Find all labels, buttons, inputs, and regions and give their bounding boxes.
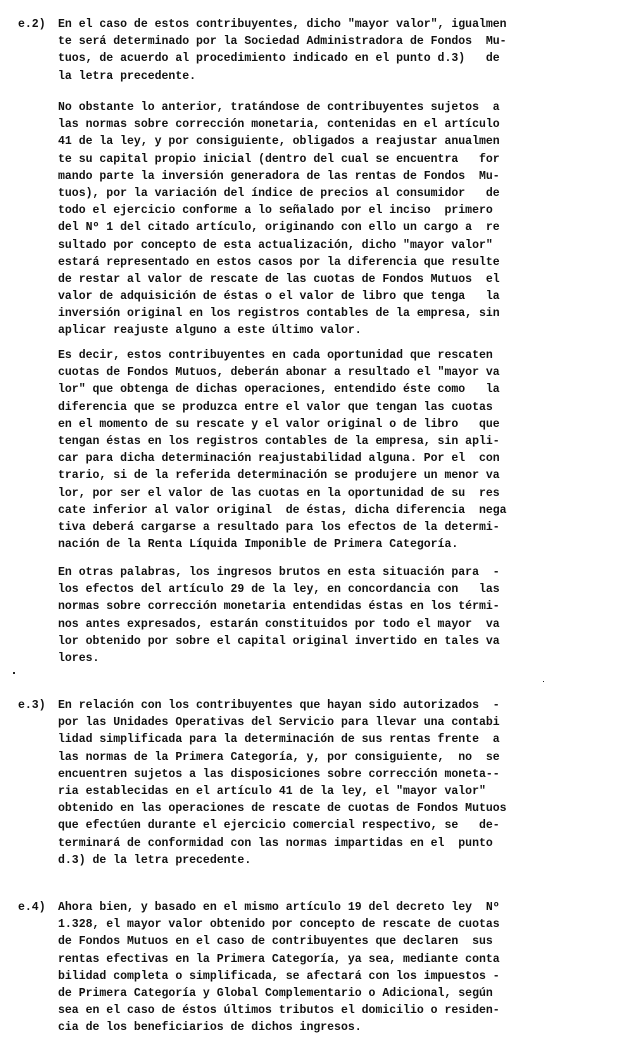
scan-speck bbox=[13, 672, 15, 674]
text-line: 41 de la ley, y por consiguiente, obligados a reajustar anualmen bbox=[58, 135, 500, 149]
text-line: sultado por concepto de esta actualización, dicho "mayor valor" bbox=[58, 238, 493, 252]
text-line: por las Unidades Operativas del Servicio para llevar una contabi bbox=[58, 716, 500, 730]
text-line: te su capital propio inicial (dentro del cual se encuentra for bbox=[58, 152, 500, 166]
section-label: e.4) bbox=[18, 901, 46, 914]
text-line: cate inferior al valor original de éstas, dicha diferencia nega bbox=[58, 503, 507, 517]
text-line: las normas de la Primera Categoría, y, por consiguiente, no se bbox=[58, 750, 500, 764]
text-line: ria establecidas en el artículo 41 de la ley, el "mayor valor" bbox=[58, 784, 486, 798]
text-line: En otras palabras, los ingresos brutos en esta situación para - bbox=[58, 566, 500, 579]
text-line: tiva deberá cargarse a resultado para los efectos de la determi- bbox=[58, 520, 500, 534]
text-line: los efectos del artículo 29 de la ley, en concordancia con las bbox=[58, 583, 500, 597]
text-line: nos antes expresados, estarán constituidos por todo el mayor va bbox=[58, 617, 500, 631]
text-line: Es decir, estos contribuyentes en cada oportunidad que rescaten bbox=[58, 349, 493, 362]
section-label: e.2) bbox=[18, 18, 46, 31]
text-line: diferencia que se produzca entre el valor que tengan las cuotas bbox=[58, 400, 493, 414]
text-line: sea en el caso de éstos últimos tributos el domicilio o residen- bbox=[58, 1004, 500, 1018]
text-line: las normas sobre corrección monetaria, contenidas en el artículo bbox=[58, 118, 500, 132]
text-line: bilidad completa o simplificada, se afectará con los impuestos - bbox=[58, 969, 500, 983]
paragraph bbox=[58, 347, 507, 553]
text-line: valor de adquisición de éstas o el valor de libro que tenga la bbox=[58, 290, 500, 304]
text-line: todo el ejercicio conforme a lo señalado por el inciso primero bbox=[58, 204, 493, 218]
scan-speck bbox=[543, 681, 544, 682]
text-line: estará representado en estos casos por la diferencia que resulte bbox=[58, 255, 500, 269]
text-line: d.3) de la letra precedente. bbox=[58, 853, 252, 867]
text-line: tuos, de acuerdo al procedimiento indicado en el punto d.3) de bbox=[58, 52, 500, 66]
text-line: inversión original en los registros contables de la empresa, sin bbox=[58, 307, 500, 321]
text-line: cuotas de Fondos Mutuos, deberán abonar a resultado el "mayor va bbox=[58, 366, 500, 380]
text-line: En relación con los contribuyentes que hayan sido autorizados - bbox=[58, 699, 500, 712]
text-line: nación de la Renta Líquida Imponible de Primera Categoría. bbox=[58, 538, 459, 552]
text-line: de Fondos Mutuos en el caso de contribuyentes que declaren sus bbox=[58, 935, 493, 949]
text-line: No obstante lo anterior, tratándose de contribuyentes sujetos a bbox=[58, 101, 500, 114]
text-line: Ahora bien, y basado en el mismo artículo 19 del decreto ley Nº bbox=[58, 901, 500, 914]
text-line: normas sobre corrección monetaria entendidas éstas en los térmi- bbox=[58, 600, 500, 614]
text-line: lor obtenido por sobre el capital original invertido en tales va bbox=[58, 634, 500, 648]
text-line: la letra precedente. bbox=[58, 69, 197, 83]
text-line: lor" que obtenga de dichas operaciones, entendido éste como la bbox=[58, 383, 500, 397]
text-line: de restar al valor de rescate de las cuotas de Fondos Mutuos el bbox=[58, 272, 500, 286]
text-line: cia de los beneficiarios de dichos ingresos. bbox=[58, 1021, 362, 1035]
text-line: lores. bbox=[58, 651, 100, 665]
text-line: En el caso de estos contribuyentes, dicho "mayor valor", igualmen bbox=[58, 18, 507, 31]
text-line: terminará de conformidad con las normas impartidas en el punto bbox=[58, 836, 493, 850]
paragraph bbox=[58, 99, 500, 340]
text-line: lidad simplificada para la determinación de sus rentas frente a bbox=[58, 733, 500, 747]
text-line: en el momento de su rescate y el valor original o de libro que bbox=[58, 417, 500, 431]
text-line: encuentren sujetos a las disposiciones sobre corrección moneta-- bbox=[58, 767, 500, 781]
text-line: car para dicha determinación reajustabilidad alguna. Por el con bbox=[58, 452, 500, 466]
text-line: te será determinado por la Sociedad Administradora de Fondos Mu- bbox=[58, 35, 507, 49]
text-line: mando parte la inversión generadora de las rentas de Fondos Mu- bbox=[58, 169, 500, 183]
paragraph bbox=[58, 564, 500, 667]
text-line: que efectúen durante el ejercicio comercial respectivo, se de- bbox=[58, 819, 500, 833]
text-line: rentas efectivas en la Primera Categoría, ya sea, mediante conta bbox=[58, 952, 500, 966]
text-line: aplicar reajuste alguno a este último valor. bbox=[58, 324, 362, 338]
text-line: de Primera Categoría y Global Complementario o Adicional, según bbox=[58, 986, 493, 1000]
text-line: tengan éstas en los registros contables de la empresa, sin apli- bbox=[58, 434, 500, 448]
text-line: trario, si de la referida determinación se produjere un menor va bbox=[58, 469, 500, 483]
paragraph bbox=[58, 899, 500, 1037]
section-label: e.3) bbox=[18, 699, 46, 712]
text-line: del Nº 1 del citado artículo, originando con ello un cargo a re bbox=[58, 221, 500, 235]
paragraph bbox=[58, 16, 507, 85]
text-line: obtenido en las operaciones de rescate de cuotas de Fondos Mutuos bbox=[58, 802, 507, 816]
text-line: lor, por ser el valor de las cuotas en la oportunidad de su res bbox=[58, 486, 500, 500]
text-line: tuos), por la variación del índice de precios al consumidor de bbox=[58, 186, 500, 200]
paragraph bbox=[58, 697, 507, 869]
text-line: 1.328, el mayor valor obtenido por concepto de rescate de cuotas bbox=[58, 918, 500, 932]
